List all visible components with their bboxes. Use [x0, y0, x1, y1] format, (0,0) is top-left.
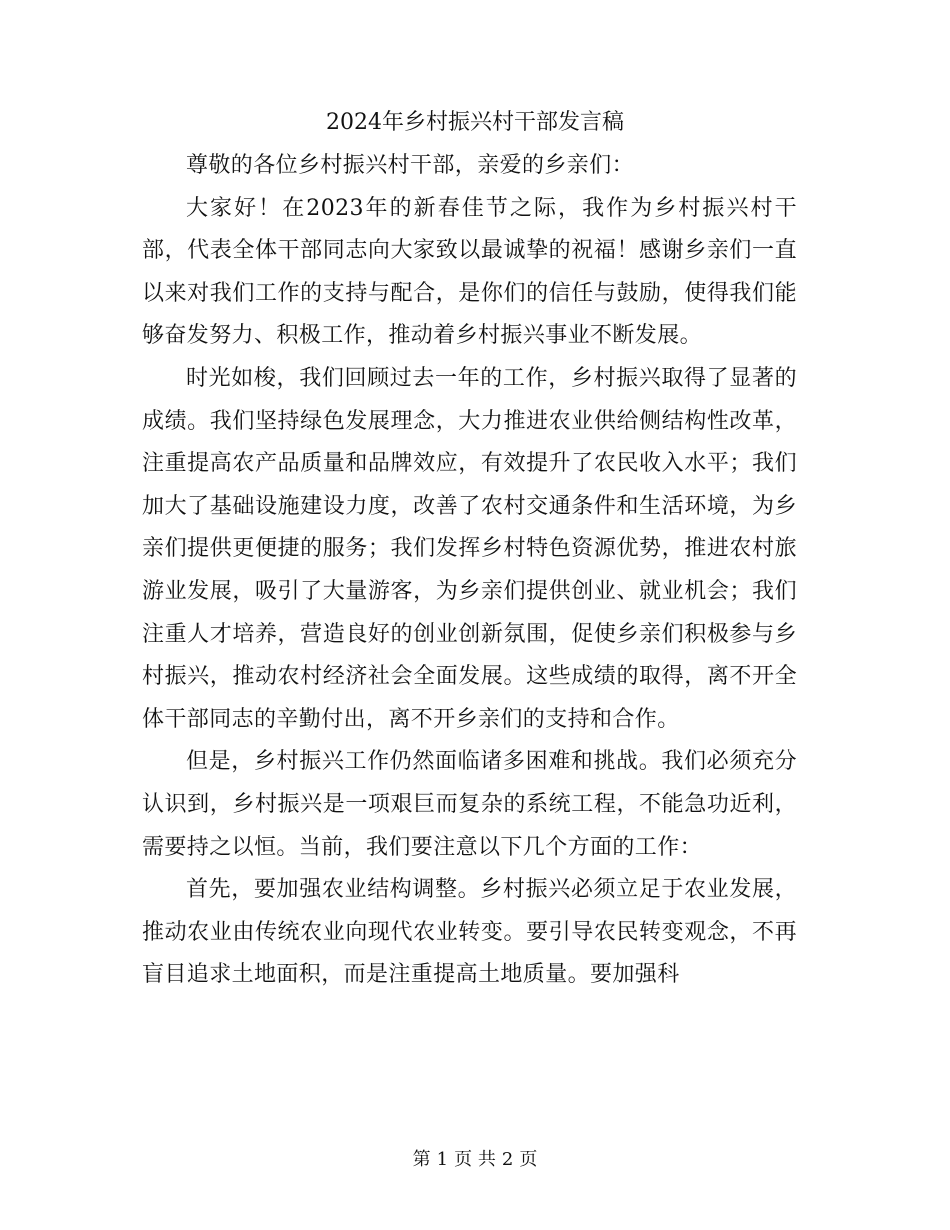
footer-prefix: 第 — [412, 1149, 431, 1170]
footer-suffix: 页 — [519, 1149, 538, 1170]
challenges-paragraph: 但是，乡村振兴工作仍然面临诸多困难和挑战。我们必须充分认识到，乡村振兴是一项艰巨而复杂的系统工程，不能急功近利，需要持之以恒。当前，我们要注意以下几个方面的工作： — [142, 749, 797, 860]
greeting-paragraph: 大家好！在2023年的新春佳节之际，我作为乡村振兴村干部，代表全体干部同志向大家致以最诚挚的祝福！感谢乡亲们一直以来对我们工作的支持与配合，是你们的信任与鼓励，使得我们能够奋发努力、积极工作，推动着乡村振兴事业不断发展。 — [142, 195, 797, 349]
footer-total-pages: 2 — [501, 1149, 514, 1170]
footer-current-page: 1 — [436, 1149, 449, 1170]
document-body — [142, 145, 797, 997]
first-point-paragraph: 首先，要加强农业结构调整。乡村振兴必须立足于农业发展，推动农业由传统农业向现代农业转变。要引导农民转变观念，不再盲目追求土地面积，而是注重提高土地质量。要加强科 — [142, 877, 797, 988]
page-footer — [0, 1146, 950, 1174]
document-title: 2024年乡村振兴村干部发言稿 — [326, 110, 624, 135]
footer-middle: 页 共 — [454, 1149, 496, 1170]
salutation-paragraph: 尊敬的各位乡村振兴村干部，亲爱的乡亲们： — [186, 153, 635, 178]
achievements-paragraph: 时光如梭，我们回顾过去一年的工作，乡村振兴取得了显著的成绩。我们坚持绿色发展理念，大力推进农业供给侧结构性改革，注重提高农产品质量和品牌效应，有效提升了农民收入水平；我们加大了基础设施建设力度，改善了农村交通条件和生活环境，为乡亲们提供更便捷的服务；我们发挥乡村特色资源优势，推进农村旅游业发展，吸引了大量游客，为乡亲们提供创业、就业机会；我们注重人才培养，营造良好的创业创新氛围，促使乡亲们积极参与乡村振兴，推动农村经济社会全面发展。这些成绩的取得，离不开全体干部同志的辛勤付出，离不开乡亲们的支持和合作。 — [142, 365, 797, 732]
